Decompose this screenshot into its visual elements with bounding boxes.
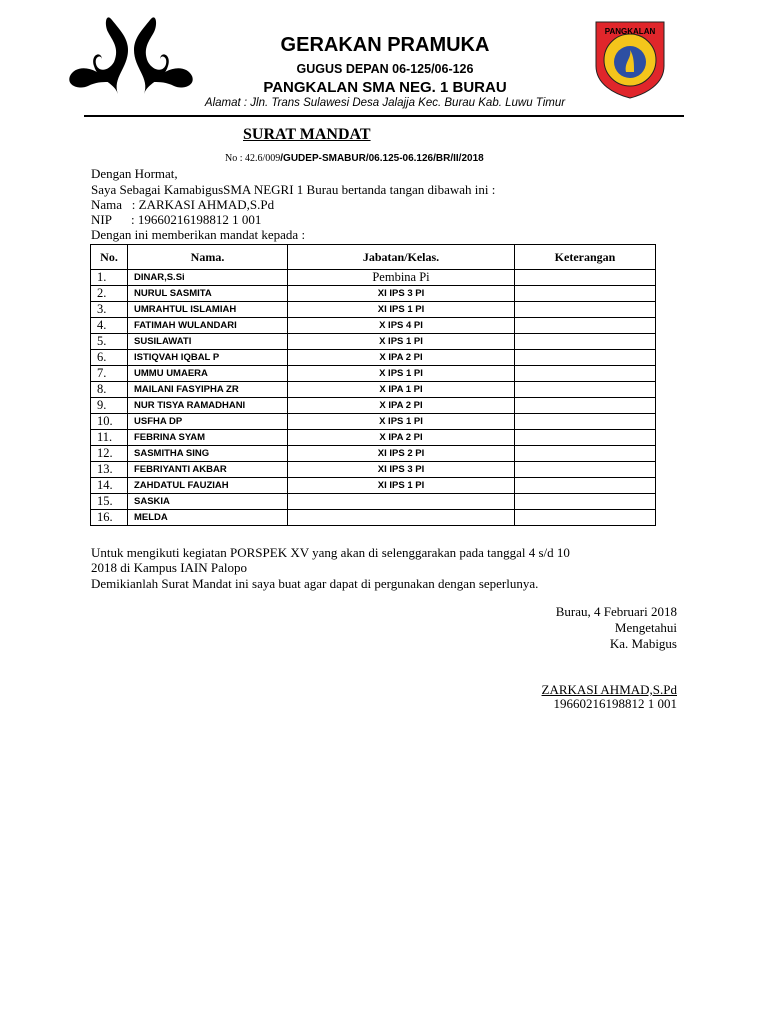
signer-role: Ka. Mabigus <box>609 636 677 651</box>
row-name: ZAHDATUL FAUZIAH <box>128 478 288 494</box>
row-no: 9. <box>91 398 128 414</box>
document-number-prefix: No : 42.6/009 <box>225 153 281 164</box>
row-note <box>515 462 656 478</box>
signer-nip: 19660216198812 1 001 <box>553 696 677 711</box>
row-name: SASMITHA SING <box>128 446 288 462</box>
member-table <box>90 244 656 526</box>
document-number-code: /GUDEP-SMABUR/06.125-06.126/BR/II/2018 <box>280 153 484 164</box>
table-row <box>91 318 656 334</box>
row-name: FATIMAH WULANDARI <box>128 318 288 334</box>
row-no: 4. <box>91 318 128 334</box>
org-name: GERAKAN PRAMUKA <box>280 34 490 56</box>
row-name: NUR TISYA RAMADHANI <box>128 398 288 414</box>
greeting: Dengan Hormat, <box>91 166 178 181</box>
row-position: X IPS 1 PI <box>288 414 515 430</box>
row-name: SASKIA <box>128 494 288 510</box>
row-name: FEBRIYANTI AKBAR <box>128 462 288 478</box>
row-position: X IPA 1 PI <box>288 382 515 398</box>
row-note <box>515 318 656 334</box>
row-note <box>515 366 656 382</box>
header-no: No. <box>91 245 128 270</box>
row-note <box>515 334 656 350</box>
signer-name: ZARKASI AHMAD,S.Pd <box>541 682 677 697</box>
table-row <box>91 286 656 302</box>
row-position <box>288 510 515 526</box>
table-row <box>91 462 656 478</box>
row-no: 10. <box>91 414 128 430</box>
row-note <box>515 494 656 510</box>
header-note: Keterangan <box>515 245 656 270</box>
row-no: 2. <box>91 286 128 302</box>
row-position: X IPS 4 PI <box>288 318 515 334</box>
acknowledged-label: Mengetahui <box>614 620 677 635</box>
row-note <box>515 286 656 302</box>
table-row <box>91 334 656 350</box>
row-no: 8. <box>91 382 128 398</box>
row-position <box>288 494 515 510</box>
row-position: XI IPS 1 PI <box>288 302 515 318</box>
row-name: NURUL SASMITA <box>128 286 288 302</box>
document-number <box>225 153 484 164</box>
document-title: SURAT MANDAT <box>243 126 371 143</box>
table-row <box>91 430 656 446</box>
name-line: Nama : ZARKASI AHMAD,S.Pd <box>91 197 275 212</box>
svg-text:PANGKALAN: PANGKALAN <box>604 27 656 36</box>
header-name: Nama. <box>128 245 288 270</box>
pangkalan-badge-icon <box>590 16 670 100</box>
row-note <box>515 510 656 526</box>
row-note <box>515 430 656 446</box>
row-note <box>515 398 656 414</box>
org-unit: GUGUS DEPAN 06-125/06-126 <box>296 62 474 76</box>
row-no: 6. <box>91 350 128 366</box>
table-row <box>91 350 656 366</box>
row-position: X IPS 1 PI <box>288 366 515 382</box>
table-row <box>91 302 656 318</box>
place-date: Burau, 4 Februari 2018 <box>555 604 677 619</box>
org-address: Alamat : Jln. Trans Sulawesi Desa Jalajja Kec. Burau Kab. Luwu Timur <box>204 97 566 109</box>
table-row <box>91 414 656 430</box>
row-no: 14. <box>91 478 128 494</box>
org-base: PANGKALAN SMA NEG. 1 BURAU <box>263 79 507 96</box>
row-note <box>515 414 656 430</box>
table-row <box>91 270 656 286</box>
row-no: 5. <box>91 334 128 350</box>
row-name: MAILANI FASYIPHA ZR <box>128 382 288 398</box>
row-position: XI IPS 2 PI <box>288 446 515 462</box>
row-no: 12. <box>91 446 128 462</box>
nip-line: NIP : 19660216198812 1 001 <box>91 212 262 227</box>
row-position: XI IPS 1 PI <box>288 478 515 494</box>
row-position: X IPA 2 PI <box>288 350 515 366</box>
row-position: Pembina Pi <box>288 270 515 286</box>
row-name: USFHA DP <box>128 414 288 430</box>
row-note <box>515 382 656 398</box>
row-position: X IPA 2 PI <box>288 398 515 414</box>
intro-line: Saya Sebagai KamabigusSMA NEGRI 1 Burau bertanda tangan dibawah ini : <box>91 182 496 197</box>
row-note <box>515 302 656 318</box>
table-row <box>91 382 656 398</box>
row-name: UMMU UMAERA <box>128 366 288 382</box>
row-note <box>515 270 656 286</box>
row-name: FEBRINA SYAM <box>128 430 288 446</box>
table-row <box>91 478 656 494</box>
row-no: 15. <box>91 494 128 510</box>
row-note <box>515 350 656 366</box>
row-note <box>515 478 656 494</box>
row-no: 16. <box>91 510 128 526</box>
row-position: XI IPS 3 PI <box>288 462 515 478</box>
row-no: 7. <box>91 366 128 382</box>
row-name: DINAR,S.Si <box>128 270 288 286</box>
row-position: XI IPS 3 PI <box>288 286 515 302</box>
row-position: X IPA 2 PI <box>288 430 515 446</box>
header-position: Jabatan/Kelas. <box>288 245 515 270</box>
table-header-row <box>91 245 656 270</box>
row-no: 1. <box>91 270 128 286</box>
row-name: UMRAHTUL ISLAMIAH <box>128 302 288 318</box>
row-no: 13. <box>91 462 128 478</box>
row-no: 11. <box>91 430 128 446</box>
tunas-kelapa-icon <box>68 10 194 96</box>
closing-line: Demikianlah Surat Mandat ini saya buat agar dapat di pergunakan dengan seperlunya. <box>91 576 539 591</box>
row-no: 3. <box>91 302 128 318</box>
row-name: SUSILAWATI <box>128 334 288 350</box>
purpose-line-1: Untuk mengikuti kegiatan PORSPEK XV yang akan di selenggarakan pada tanggal 4 s/d 10 <box>91 545 570 560</box>
table-row <box>91 494 656 510</box>
row-name: MELDA <box>128 510 288 526</box>
table-row <box>91 366 656 382</box>
row-position: X IPS 1 PI <box>288 334 515 350</box>
row-name: ISTIQVAH IQBAL P <box>128 350 288 366</box>
mandate-line: Dengan ini memberikan mandat kepada : <box>91 227 306 242</box>
row-note <box>515 446 656 462</box>
table-row <box>91 398 656 414</box>
header-divider <box>84 115 684 117</box>
table-row <box>91 510 656 526</box>
purpose-line-2: 2018 di Kampus IAIN Palopo <box>91 560 247 575</box>
table-row <box>91 446 656 462</box>
